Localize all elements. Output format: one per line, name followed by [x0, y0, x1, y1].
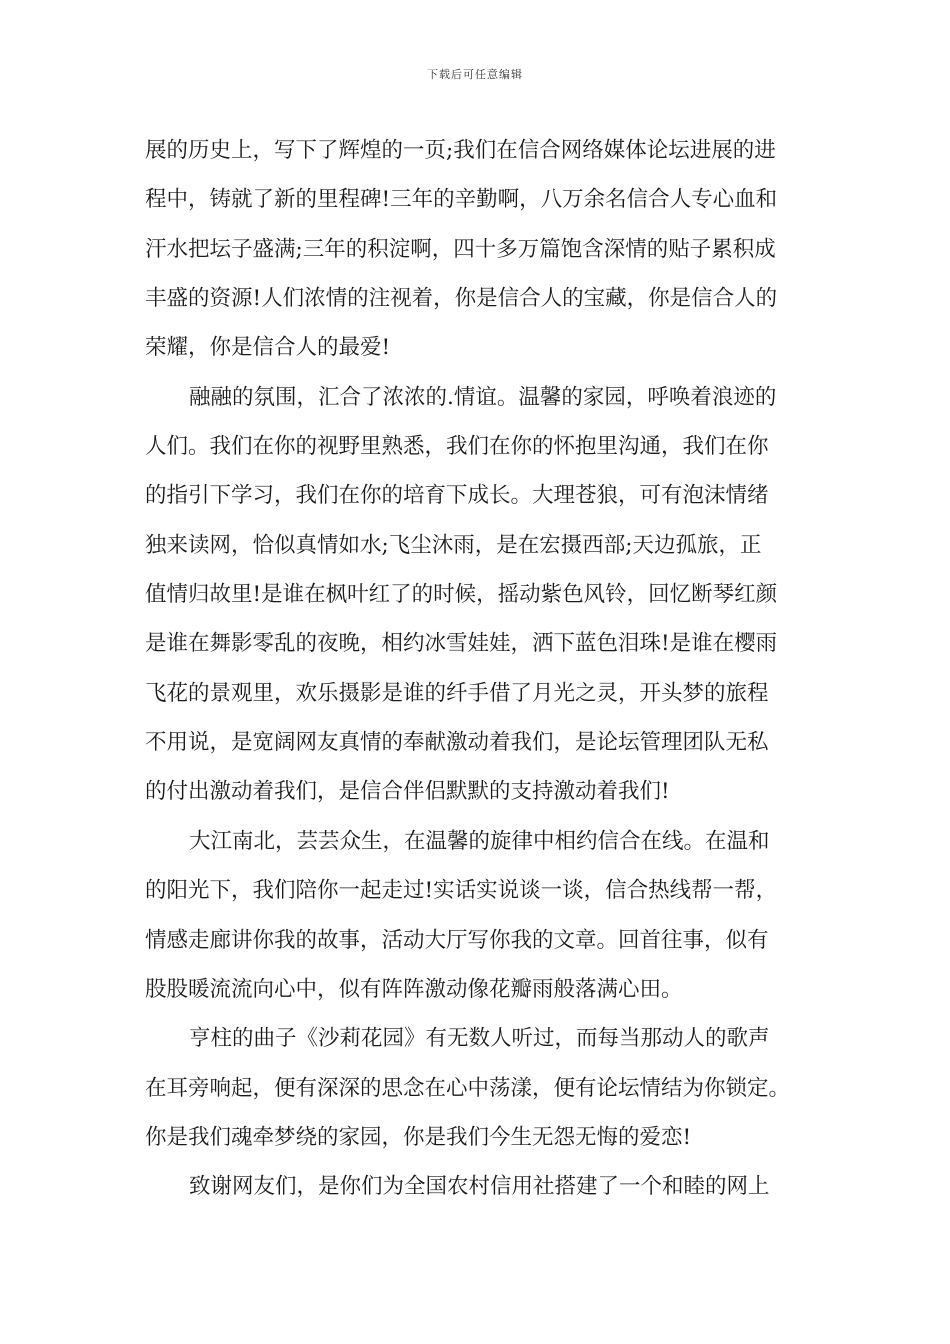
text-line: 的阳光下，我们陪你一起走过!实话实说谈一谈，信合热线帮一帮，	[145, 878, 778, 904]
text-line: 亨柱的曲子《沙莉花园》有无数人听过，而每当那动人的歌声	[189, 1026, 770, 1052]
text-line: 人们。我们在你的视野里熟悉，我们在你的怀抱里沟通，我们在你	[145, 434, 769, 460]
text-line: 汗水把坛子盛满;三年的积淀啊，四十多万篇饱含深情的贴子累积成	[145, 236, 776, 262]
text-line: 独来读网，恰似真情如水;飞尘沐雨，是在宏摄西部;天边孤旅，正	[145, 532, 762, 558]
text-line: 飞花的景观里，欢乐摄影是谁的纤手借了月光之灵，开头梦的旅程	[145, 680, 769, 706]
text-line: 值情归故里!是谁在枫叶红了的时候，摇动紫色风铃，回忆断琴红颜	[145, 582, 778, 608]
text-line: 融融的氛围，汇合了浓浓的.情谊。温馨的家园，呼唤着浪迹的	[189, 384, 777, 410]
text-line: 荣耀，你是信合人的最爱!	[145, 335, 391, 361]
text-line: 在耳旁响起，便有深深的思念在心中荡漾，便有论坛情结为你锁定。	[145, 1075, 791, 1101]
text-line: 是谁在舞影零乱的夜晚，相约冰雪娃娃，洒下蓝色泪珠!是谁在樱雨	[145, 631, 778, 657]
text-line: 的付出激动着我们，是信合伴侣默默的支持激动着我们!	[145, 779, 670, 805]
text-line: 你是我们魂牵梦绕的家园，你是我们今生无怨无悔的爱恋!	[145, 1124, 692, 1150]
text-line: 展的历史上，写下了辉煌的一页;我们在信合网络媒体论坛进展的进	[145, 138, 776, 163]
text-line: 致谢网友们，是你们为全国农村信用社搭建了一个和睦的网上	[189, 1174, 770, 1200]
body-text	[145, 126, 813, 1212]
page-header: 下载后可任意编辑	[427, 68, 523, 81]
text-line: 丰盛的资源!人们浓情的注视着，你是信合人的宝藏，你是信合人的	[145, 286, 778, 312]
text-line: 情感走廊讲你我的故事，活动大厅写你我的文章。回首往事，似有	[145, 927, 769, 953]
text-line: 的指引下学习，我们在你的培育下成长。大理苍狼，可有泡沫情绪	[145, 483, 769, 509]
text-line: 大江南北，芸芸众生，在温馨的旋律中相约信合在线。在温和	[189, 828, 770, 854]
text-line: 程中，铸就了新的里程碑!三年的辛勤啊，八万余名信合人专心血和	[145, 187, 778, 213]
text-line: 股股暖流流向心中，似有阵阵激动像花瓣雨般落满心田。	[145, 976, 683, 1002]
text-line: 不用说，是宽阔网友真情的奉献激动着我们，是论坛管理团队无私	[145, 730, 769, 756]
